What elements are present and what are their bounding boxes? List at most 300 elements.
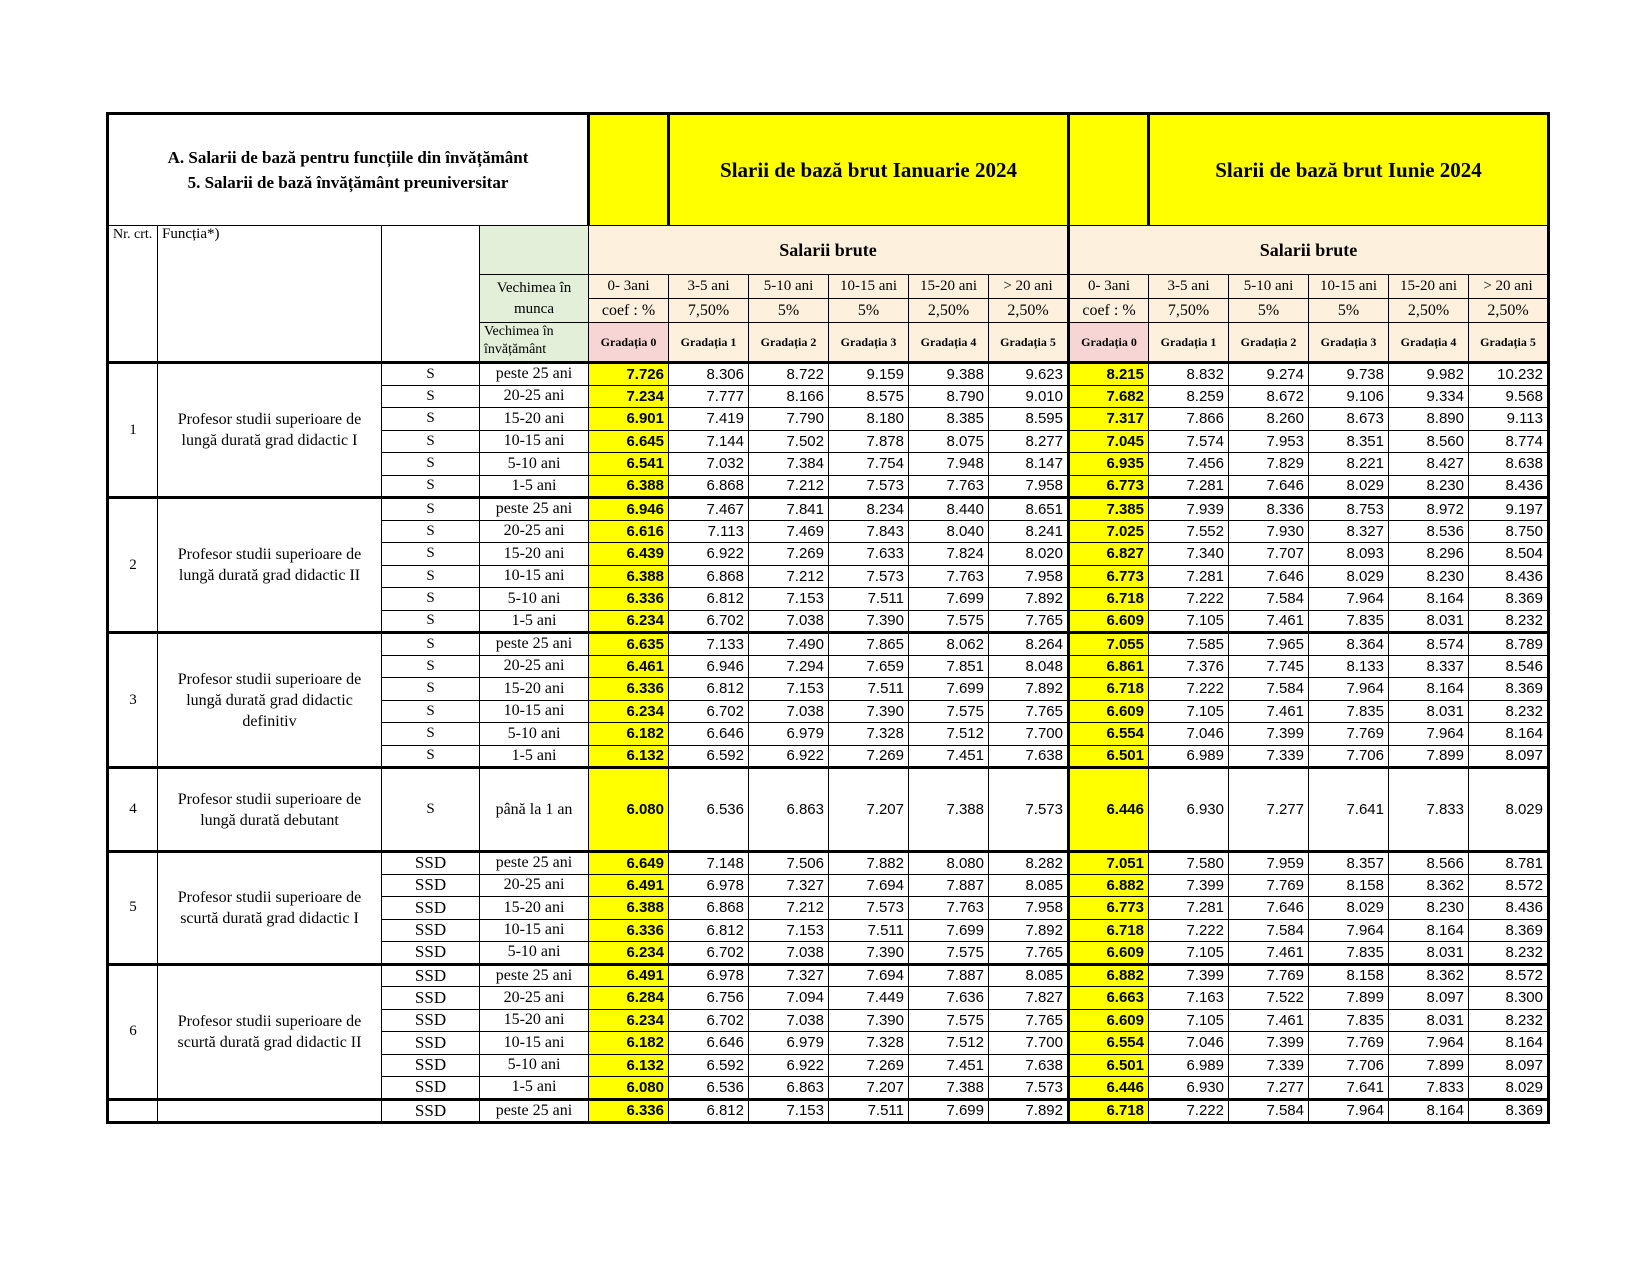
salary-jun-g0: 6.609 xyxy=(1069,1009,1149,1032)
range-2-jun: 5-10 ani xyxy=(1229,275,1309,299)
salary-jun-g3: 8.029 xyxy=(1309,897,1389,920)
salary-jan-g2: 7.212 xyxy=(749,897,829,920)
range-4-jun: 15-20 ani xyxy=(1389,275,1469,299)
vechime-cell: 20-25 ani xyxy=(480,655,589,678)
table-row xyxy=(108,498,1549,521)
salary-jan-g2: 7.841 xyxy=(749,498,829,521)
range-0-jun: 0- 3ani xyxy=(1069,275,1149,299)
salary-jun-g0: 6.554 xyxy=(1069,723,1149,746)
vechime-cell: peste 25 ani xyxy=(480,852,589,875)
salary-jan-g3: 7.573 xyxy=(829,897,909,920)
salary-jan-g3: 7.659 xyxy=(829,655,909,678)
salary-jun-g5: 8.029 xyxy=(1469,768,1549,852)
salary-jan-g1: 7.144 xyxy=(669,430,749,453)
salary-jan-g0: 6.616 xyxy=(589,520,669,543)
salary-jan-g2: 7.038 xyxy=(749,942,829,965)
title-line-2: 5. Salarii de bază învățământ preuniversitar xyxy=(187,173,509,192)
salary-jan-g0: 6.388 xyxy=(589,565,669,588)
salary-jun-g1: 6.930 xyxy=(1149,1077,1229,1100)
salary-jun-g0: 6.501 xyxy=(1069,1054,1149,1077)
salary-jan-g1: 6.868 xyxy=(669,897,749,920)
nivel-cell: S xyxy=(382,430,480,453)
salary-jun-g5: 8.029 xyxy=(1469,1077,1549,1100)
range-2-jan: 5-10 ani xyxy=(749,275,829,299)
vechime-cell: 10-15 ani xyxy=(480,565,589,588)
salary-jan-g0: 6.336 xyxy=(589,919,669,942)
salary-jun-g3: 8.364 xyxy=(1309,633,1389,656)
table-row xyxy=(108,964,1549,987)
range-5-jun: > 20 ani xyxy=(1469,275,1549,299)
salary-jan-g4: 7.699 xyxy=(909,588,989,611)
salary-jan-g1: 6.812 xyxy=(669,678,749,701)
nivel-cell: SSD xyxy=(382,1054,480,1077)
salary-jan-g2: 7.469 xyxy=(749,520,829,543)
coef-3-jan: 5% xyxy=(829,299,909,323)
salary-jan-g2: 7.294 xyxy=(749,655,829,678)
nivel-cell: S xyxy=(382,498,480,521)
nivel-cell: SSD xyxy=(382,1077,480,1100)
salary-jan-g5: 8.277 xyxy=(989,430,1069,453)
salary-jan-g4: 7.763 xyxy=(909,565,989,588)
nivel-cell: SSD xyxy=(382,1099,480,1122)
salary-jan-g2: 6.922 xyxy=(749,745,829,768)
table-title xyxy=(108,114,589,226)
range-3-jan: 10-15 ani xyxy=(829,275,909,299)
salary-jun-g4: 7.899 xyxy=(1389,745,1469,768)
salary-jun-g0: 6.609 xyxy=(1069,942,1149,965)
vechime-cell: până la 1 an xyxy=(480,768,589,852)
salary-jun-g1: 7.399 xyxy=(1149,964,1229,987)
salary-jun-g5: 8.232 xyxy=(1469,610,1549,633)
salary-jun-g3: 8.158 xyxy=(1309,874,1389,897)
title-row xyxy=(108,114,1549,226)
salary-jun-g3: 8.357 xyxy=(1309,852,1389,875)
nivel-cell: SSD xyxy=(382,1009,480,1032)
salary-jan-g2: 7.153 xyxy=(749,1099,829,1122)
salary-jan-g2: 7.502 xyxy=(749,430,829,453)
salary-jan-g4: 8.080 xyxy=(909,852,989,875)
vechime-cell: 1-5 ani xyxy=(480,1077,589,1100)
salary-jan-g5: 8.651 xyxy=(989,498,1069,521)
salary-jan-g5: 7.892 xyxy=(989,588,1069,611)
salary-jan-g1: 6.646 xyxy=(669,723,749,746)
salary-jan-g4: 7.699 xyxy=(909,1099,989,1122)
salary-jan-g4: 7.512 xyxy=(909,723,989,746)
salary-jun-g2: 7.277 xyxy=(1229,1077,1309,1100)
salary-jun-g5: 8.546 xyxy=(1469,655,1549,678)
salary-jan-g2: 7.094 xyxy=(749,987,829,1010)
salary-jan-g2: 7.038 xyxy=(749,700,829,723)
salary-jan-g0: 6.080 xyxy=(589,768,669,852)
salary-jun-g5: 8.097 xyxy=(1469,1054,1549,1077)
coef-0-jun: coef : % xyxy=(1069,299,1149,323)
salary-jan-g1: 7.467 xyxy=(669,498,749,521)
salary-jun-g3: 7.641 xyxy=(1309,1077,1389,1100)
salary-jan-g3: 9.159 xyxy=(829,363,909,386)
salary-jan-g1: 6.592 xyxy=(669,745,749,768)
salary-jun-g4: 8.296 xyxy=(1389,543,1469,566)
salary-jun-g5: 8.369 xyxy=(1469,919,1549,942)
salary-jan-g4: 7.948 xyxy=(909,453,989,476)
salary-jun-g5: 8.750 xyxy=(1469,520,1549,543)
salary-jun-g0: 6.935 xyxy=(1069,453,1149,476)
salary-jan-g2: 6.863 xyxy=(749,1077,829,1100)
salary-jun-g0: 7.025 xyxy=(1069,520,1149,543)
gradatie-4-jun: Gradația 4 xyxy=(1389,323,1469,363)
salary-jan-g5: 7.700 xyxy=(989,1032,1069,1055)
salary-jun-g4: 7.833 xyxy=(1389,768,1469,852)
salary-jun-g0: 7.682 xyxy=(1069,385,1149,408)
salary-jun-g0: 7.045 xyxy=(1069,430,1149,453)
range-0-jan: 0- 3ani xyxy=(589,275,669,299)
salary-jun-g5: 8.369 xyxy=(1469,1099,1549,1122)
salary-jun-g0: 6.718 xyxy=(1069,919,1149,942)
period-jun-label: Slarii de bază brut Iunie 2024 xyxy=(1149,114,1549,226)
salary-jan-g3: 7.390 xyxy=(829,942,909,965)
salary-jan-g0: 6.284 xyxy=(589,987,669,1010)
coef-2-jan: 5% xyxy=(749,299,829,323)
salary-jun-g2: 7.829 xyxy=(1229,453,1309,476)
salary-jun-g1: 7.046 xyxy=(1149,723,1229,746)
salary-jun-g1: 7.105 xyxy=(1149,700,1229,723)
vechime-cell: 20-25 ani xyxy=(480,987,589,1010)
salary-jan-g3: 7.269 xyxy=(829,1054,909,1077)
salary-jan-g4: 7.512 xyxy=(909,1032,989,1055)
nivel-cell: SSD xyxy=(382,1032,480,1055)
salary-jan-g4: 7.636 xyxy=(909,987,989,1010)
nivel-cell: SSD xyxy=(382,897,480,920)
salary-jan-g1: 7.777 xyxy=(669,385,749,408)
salary-jan-g4: 7.887 xyxy=(909,964,989,987)
salary-jan-g1: 7.419 xyxy=(669,408,749,431)
salary-jan-g0: 6.132 xyxy=(589,1054,669,1077)
salary-jun-g5: 8.504 xyxy=(1469,543,1549,566)
salary-jan-g1: 7.133 xyxy=(669,633,749,656)
salary-jun-g2: 7.461 xyxy=(1229,700,1309,723)
coef-3-jun: 5% xyxy=(1309,299,1389,323)
salary-jan-g4: 8.790 xyxy=(909,385,989,408)
salary-jan-g1: 7.113 xyxy=(669,520,749,543)
salary-jan-g2: 6.979 xyxy=(749,723,829,746)
nivel-cell: S xyxy=(382,723,480,746)
salary-jan-g5: 8.264 xyxy=(989,633,1069,656)
range-4-jan: 15-20 ani xyxy=(909,275,989,299)
salary-jun-g2: 7.953 xyxy=(1229,430,1309,453)
salary-jun-g2: 8.672 xyxy=(1229,385,1309,408)
salary-jun-g4: 8.031 xyxy=(1389,942,1469,965)
salary-jun-g5: 8.572 xyxy=(1469,964,1549,987)
vechime-cell: peste 25 ani xyxy=(480,633,589,656)
salary-jun-g1: 7.939 xyxy=(1149,498,1229,521)
salary-jan-g4: 7.699 xyxy=(909,919,989,942)
salary-jun-g0: 6.718 xyxy=(1069,588,1149,611)
salary-jan-g3: 7.390 xyxy=(829,610,909,633)
salary-jan-g1: 6.702 xyxy=(669,1009,749,1032)
salary-jan-g0: 6.439 xyxy=(589,543,669,566)
salary-jan-g2: 6.979 xyxy=(749,1032,829,1055)
salary-jun-g0: 6.501 xyxy=(1069,745,1149,768)
salary-jan-g1: 7.148 xyxy=(669,852,749,875)
salary-jan-g3: 7.511 xyxy=(829,919,909,942)
salary-jan-g3: 7.573 xyxy=(829,475,909,498)
salary-jan-g0: 6.491 xyxy=(589,964,669,987)
salary-jun-g3: 8.133 xyxy=(1309,655,1389,678)
salary-jan-g0: 6.336 xyxy=(589,588,669,611)
salary-jun-g5: 9.568 xyxy=(1469,385,1549,408)
nr-crt-cell: 5 xyxy=(108,852,158,965)
salary-jun-g1: 7.163 xyxy=(1149,987,1229,1010)
salary-jan-g5: 7.765 xyxy=(989,942,1069,965)
salary-jun-g3: 7.835 xyxy=(1309,700,1389,723)
salary-jun-g4: 8.031 xyxy=(1389,1009,1469,1032)
salary-jan-g4: 8.440 xyxy=(909,498,989,521)
yellow-spacer-jun xyxy=(1069,114,1149,226)
range-1-jun: 3-5 ani xyxy=(1149,275,1229,299)
salary-jun-g1: 7.585 xyxy=(1149,633,1229,656)
vechime-cell: peste 25 ani xyxy=(480,964,589,987)
salary-jan-g2: 8.166 xyxy=(749,385,829,408)
vechime-cell: 1-5 ani xyxy=(480,745,589,768)
vechime-cell: 5-10 ani xyxy=(480,942,589,965)
salary-jun-g4: 7.964 xyxy=(1389,1032,1469,1055)
salary-jun-g3: 8.029 xyxy=(1309,565,1389,588)
gradatie-3-jun: Gradația 3 xyxy=(1309,323,1389,363)
salary-jun-g4: 8.164 xyxy=(1389,588,1469,611)
salary-jun-g4: 8.536 xyxy=(1389,520,1469,543)
salary-jun-g4: 8.362 xyxy=(1389,874,1469,897)
nr-crt-cell: 2 xyxy=(108,498,158,633)
salary-jan-g4: 7.575 xyxy=(909,1009,989,1032)
salary-jan-g1: 6.868 xyxy=(669,565,749,588)
salary-jun-g4: 8.164 xyxy=(1389,678,1469,701)
salary-jan-g2: 6.863 xyxy=(749,768,829,852)
salary-jan-g3: 7.882 xyxy=(829,852,909,875)
coef-5-jan: 2,50% xyxy=(989,299,1069,323)
salary-jan-g3: 7.754 xyxy=(829,453,909,476)
salary-jan-g5: 7.765 xyxy=(989,700,1069,723)
salary-jun-g3: 7.769 xyxy=(1309,1032,1389,1055)
salary-jun-g5: 8.572 xyxy=(1469,874,1549,897)
salary-jan-g1: 8.306 xyxy=(669,363,749,386)
salary-jun-g3: 8.351 xyxy=(1309,430,1389,453)
nivel-cell: S xyxy=(382,633,480,656)
salary-jan-g1: 6.536 xyxy=(669,1077,749,1100)
salary-jan-g3: 7.511 xyxy=(829,678,909,701)
title-line-1: A. Salarii de bază pentru funcțiile din învățământ xyxy=(167,148,529,167)
salary-jun-g0: 7.317 xyxy=(1069,408,1149,431)
salary-jan-g0: 6.901 xyxy=(589,408,669,431)
salary-jan-g2: 7.490 xyxy=(749,633,829,656)
salary-jun-g2: 7.339 xyxy=(1229,745,1309,768)
salary-jun-g3: 8.158 xyxy=(1309,964,1389,987)
salary-jun-g5: 8.436 xyxy=(1469,897,1549,920)
salary-jun-g2: 7.769 xyxy=(1229,874,1309,897)
salary-jun-g3: 9.106 xyxy=(1309,385,1389,408)
salary-jan-g5: 9.010 xyxy=(989,385,1069,408)
gradatie-3-jan: Gradația 3 xyxy=(829,323,909,363)
salary-jan-g0: 6.182 xyxy=(589,723,669,746)
salary-jun-g3: 7.964 xyxy=(1309,678,1389,701)
salary-jan-g0: 6.234 xyxy=(589,1009,669,1032)
salary-jan-g5: 7.573 xyxy=(989,1077,1069,1100)
salary-jun-g1: 6.930 xyxy=(1149,768,1229,852)
salary-jan-g1: 6.702 xyxy=(669,700,749,723)
salary-jan-g5: 7.958 xyxy=(989,897,1069,920)
salary-jun-g4: 8.574 xyxy=(1389,633,1469,656)
gradatie-2-jan: Gradația 2 xyxy=(749,323,829,363)
salary-jan-g5: 7.892 xyxy=(989,919,1069,942)
salary-jun-g2: 7.399 xyxy=(1229,723,1309,746)
salary-jun-g5: 8.781 xyxy=(1469,852,1549,875)
salary-jun-g4: 7.899 xyxy=(1389,1054,1469,1077)
salary-jun-g2: 7.461 xyxy=(1229,1009,1309,1032)
salary-jun-g4: 8.031 xyxy=(1389,610,1469,633)
salary-jan-g2: 7.384 xyxy=(749,453,829,476)
salary-jun-g3: 7.769 xyxy=(1309,723,1389,746)
nr-crt-header: Nr. crt. xyxy=(108,226,158,363)
functia-cell xyxy=(158,1099,382,1122)
nivel-cell: S xyxy=(382,475,480,498)
salary-jan-g1: 6.812 xyxy=(669,1099,749,1122)
salary-jun-g1: 8.259 xyxy=(1149,385,1229,408)
salary-jun-g5: 8.436 xyxy=(1469,475,1549,498)
vechime-cell: 1-5 ani xyxy=(480,610,589,633)
nr-crt-cell: 4 xyxy=(108,768,158,852)
salary-jan-g4: 7.388 xyxy=(909,1077,989,1100)
nivel-cell: S xyxy=(382,408,480,431)
coef-4-jan: 2,50% xyxy=(909,299,989,323)
salary-jun-g1: 7.866 xyxy=(1149,408,1229,431)
salary-jun-g1: 7.222 xyxy=(1149,678,1229,701)
salary-jan-g3: 8.234 xyxy=(829,498,909,521)
salary-jan-g3: 7.694 xyxy=(829,874,909,897)
salary-jan-g0: 6.080 xyxy=(589,1077,669,1100)
salary-jun-g0: 6.554 xyxy=(1069,1032,1149,1055)
salary-jun-g0: 6.446 xyxy=(1069,1077,1149,1100)
salary-jan-g2: 7.153 xyxy=(749,588,829,611)
salary-jan-g4: 7.824 xyxy=(909,543,989,566)
coef-2-jun: 5% xyxy=(1229,299,1309,323)
salary-jan-g0: 6.388 xyxy=(589,897,669,920)
salary-jan-g1: 6.922 xyxy=(669,543,749,566)
salary-jan-g4: 8.062 xyxy=(909,633,989,656)
salary-jun-g2: 7.646 xyxy=(1229,565,1309,588)
vechime-invatamant-header: Vechimea în învățământ xyxy=(480,323,589,363)
salarii-brute-jan: Salarii brute xyxy=(589,226,1069,275)
salary-jun-g5: 8.097 xyxy=(1469,745,1549,768)
salary-jun-g1: 7.574 xyxy=(1149,430,1229,453)
salary-jan-g4: 7.575 xyxy=(909,700,989,723)
salary-jun-g4: 8.337 xyxy=(1389,655,1469,678)
salary-jun-g3: 8.753 xyxy=(1309,498,1389,521)
salary-jan-g1: 6.646 xyxy=(669,1032,749,1055)
salary-jan-g2: 7.212 xyxy=(749,475,829,498)
salary-jan-g5: 8.595 xyxy=(989,408,1069,431)
nivel-cell: S xyxy=(382,363,480,386)
salary-jan-g0: 6.461 xyxy=(589,655,669,678)
salary-jun-g4: 8.031 xyxy=(1389,700,1469,723)
salary-jan-g0: 6.645 xyxy=(589,430,669,453)
vechime-cell: 5-10 ani xyxy=(480,723,589,746)
salary-jan-g0: 6.132 xyxy=(589,745,669,768)
functia-header: Funcția*) xyxy=(158,226,382,363)
salary-jan-g4: 7.575 xyxy=(909,610,989,633)
salary-jan-g2: 7.153 xyxy=(749,919,829,942)
coef-5-jun: 2,50% xyxy=(1469,299,1549,323)
functia-cell: Profesor studii superioare de scurtă durată grad didactic II xyxy=(158,964,382,1099)
salary-jan-g4: 7.887 xyxy=(909,874,989,897)
salary-jan-g5: 8.282 xyxy=(989,852,1069,875)
salary-jan-g0: 6.388 xyxy=(589,475,669,498)
salary-jun-g2: 7.399 xyxy=(1229,1032,1309,1055)
salary-jan-g2: 7.327 xyxy=(749,874,829,897)
coef-1-jun: 7,50% xyxy=(1149,299,1229,323)
salary-table xyxy=(106,112,1550,1124)
nr-crt-cell: 1 xyxy=(108,363,158,498)
nivel-cell: S xyxy=(382,768,480,852)
salary-jun-g1: 7.456 xyxy=(1149,453,1229,476)
salary-jun-g5: 8.789 xyxy=(1469,633,1549,656)
header-row-1 xyxy=(108,226,1549,275)
salary-jun-g0: 6.861 xyxy=(1069,655,1149,678)
vechime-cell: peste 25 ani xyxy=(480,498,589,521)
salary-jan-g5: 7.765 xyxy=(989,1009,1069,1032)
table-row xyxy=(108,852,1549,875)
salary-jun-g1: 7.105 xyxy=(1149,1009,1229,1032)
salary-jun-g4: 7.964 xyxy=(1389,723,1469,746)
salary-jan-g5: 7.827 xyxy=(989,987,1069,1010)
salary-jun-g1: 7.222 xyxy=(1149,588,1229,611)
salary-jun-g1: 7.376 xyxy=(1149,655,1229,678)
gradatie-4-jan: Gradația 4 xyxy=(909,323,989,363)
salary-jun-g2: 7.707 xyxy=(1229,543,1309,566)
salary-jun-g2: 7.522 xyxy=(1229,987,1309,1010)
nivel-cell: S xyxy=(382,453,480,476)
nr-crt-cell xyxy=(108,1099,158,1122)
salary-jan-g1: 6.978 xyxy=(669,874,749,897)
salary-jan-g5: 7.958 xyxy=(989,475,1069,498)
salary-jan-g5: 7.892 xyxy=(989,1099,1069,1122)
vechime-cell: 5-10 ani xyxy=(480,453,589,476)
salary-jun-g1: 7.046 xyxy=(1149,1032,1229,1055)
salary-jun-g5: 8.164 xyxy=(1469,723,1549,746)
salary-jan-g3: 7.207 xyxy=(829,1077,909,1100)
salary-jun-g3: 8.221 xyxy=(1309,453,1389,476)
nivel-cell: S xyxy=(382,565,480,588)
salary-jun-g3: 7.835 xyxy=(1309,1009,1389,1032)
salary-jun-g0: 7.055 xyxy=(1069,633,1149,656)
salary-jun-g4: 8.427 xyxy=(1389,453,1469,476)
vechime-cell: peste 25 ani xyxy=(480,1099,589,1122)
salary-jan-g3: 8.180 xyxy=(829,408,909,431)
salary-jun-g5: 9.197 xyxy=(1469,498,1549,521)
salary-jan-g0: 6.336 xyxy=(589,678,669,701)
range-3-jun: 10-15 ani xyxy=(1309,275,1389,299)
nivel-cell: S xyxy=(382,700,480,723)
salary-jun-g0: 7.051 xyxy=(1069,852,1149,875)
nivel-cell: SSD xyxy=(382,964,480,987)
salary-jan-g0: 7.234 xyxy=(589,385,669,408)
salary-jan-g3: 7.511 xyxy=(829,1099,909,1122)
salary-jun-g3: 8.093 xyxy=(1309,543,1389,566)
salary-jan-g3: 8.575 xyxy=(829,385,909,408)
nivel-cell: S xyxy=(382,588,480,611)
salary-jan-g0: 6.649 xyxy=(589,852,669,875)
nivel-cell: SSD xyxy=(382,987,480,1010)
vechime-cell: 5-10 ani xyxy=(480,1054,589,1077)
gradatie-0-jun: Gradația 0 xyxy=(1069,323,1149,363)
salary-jun-g4: 8.230 xyxy=(1389,565,1469,588)
